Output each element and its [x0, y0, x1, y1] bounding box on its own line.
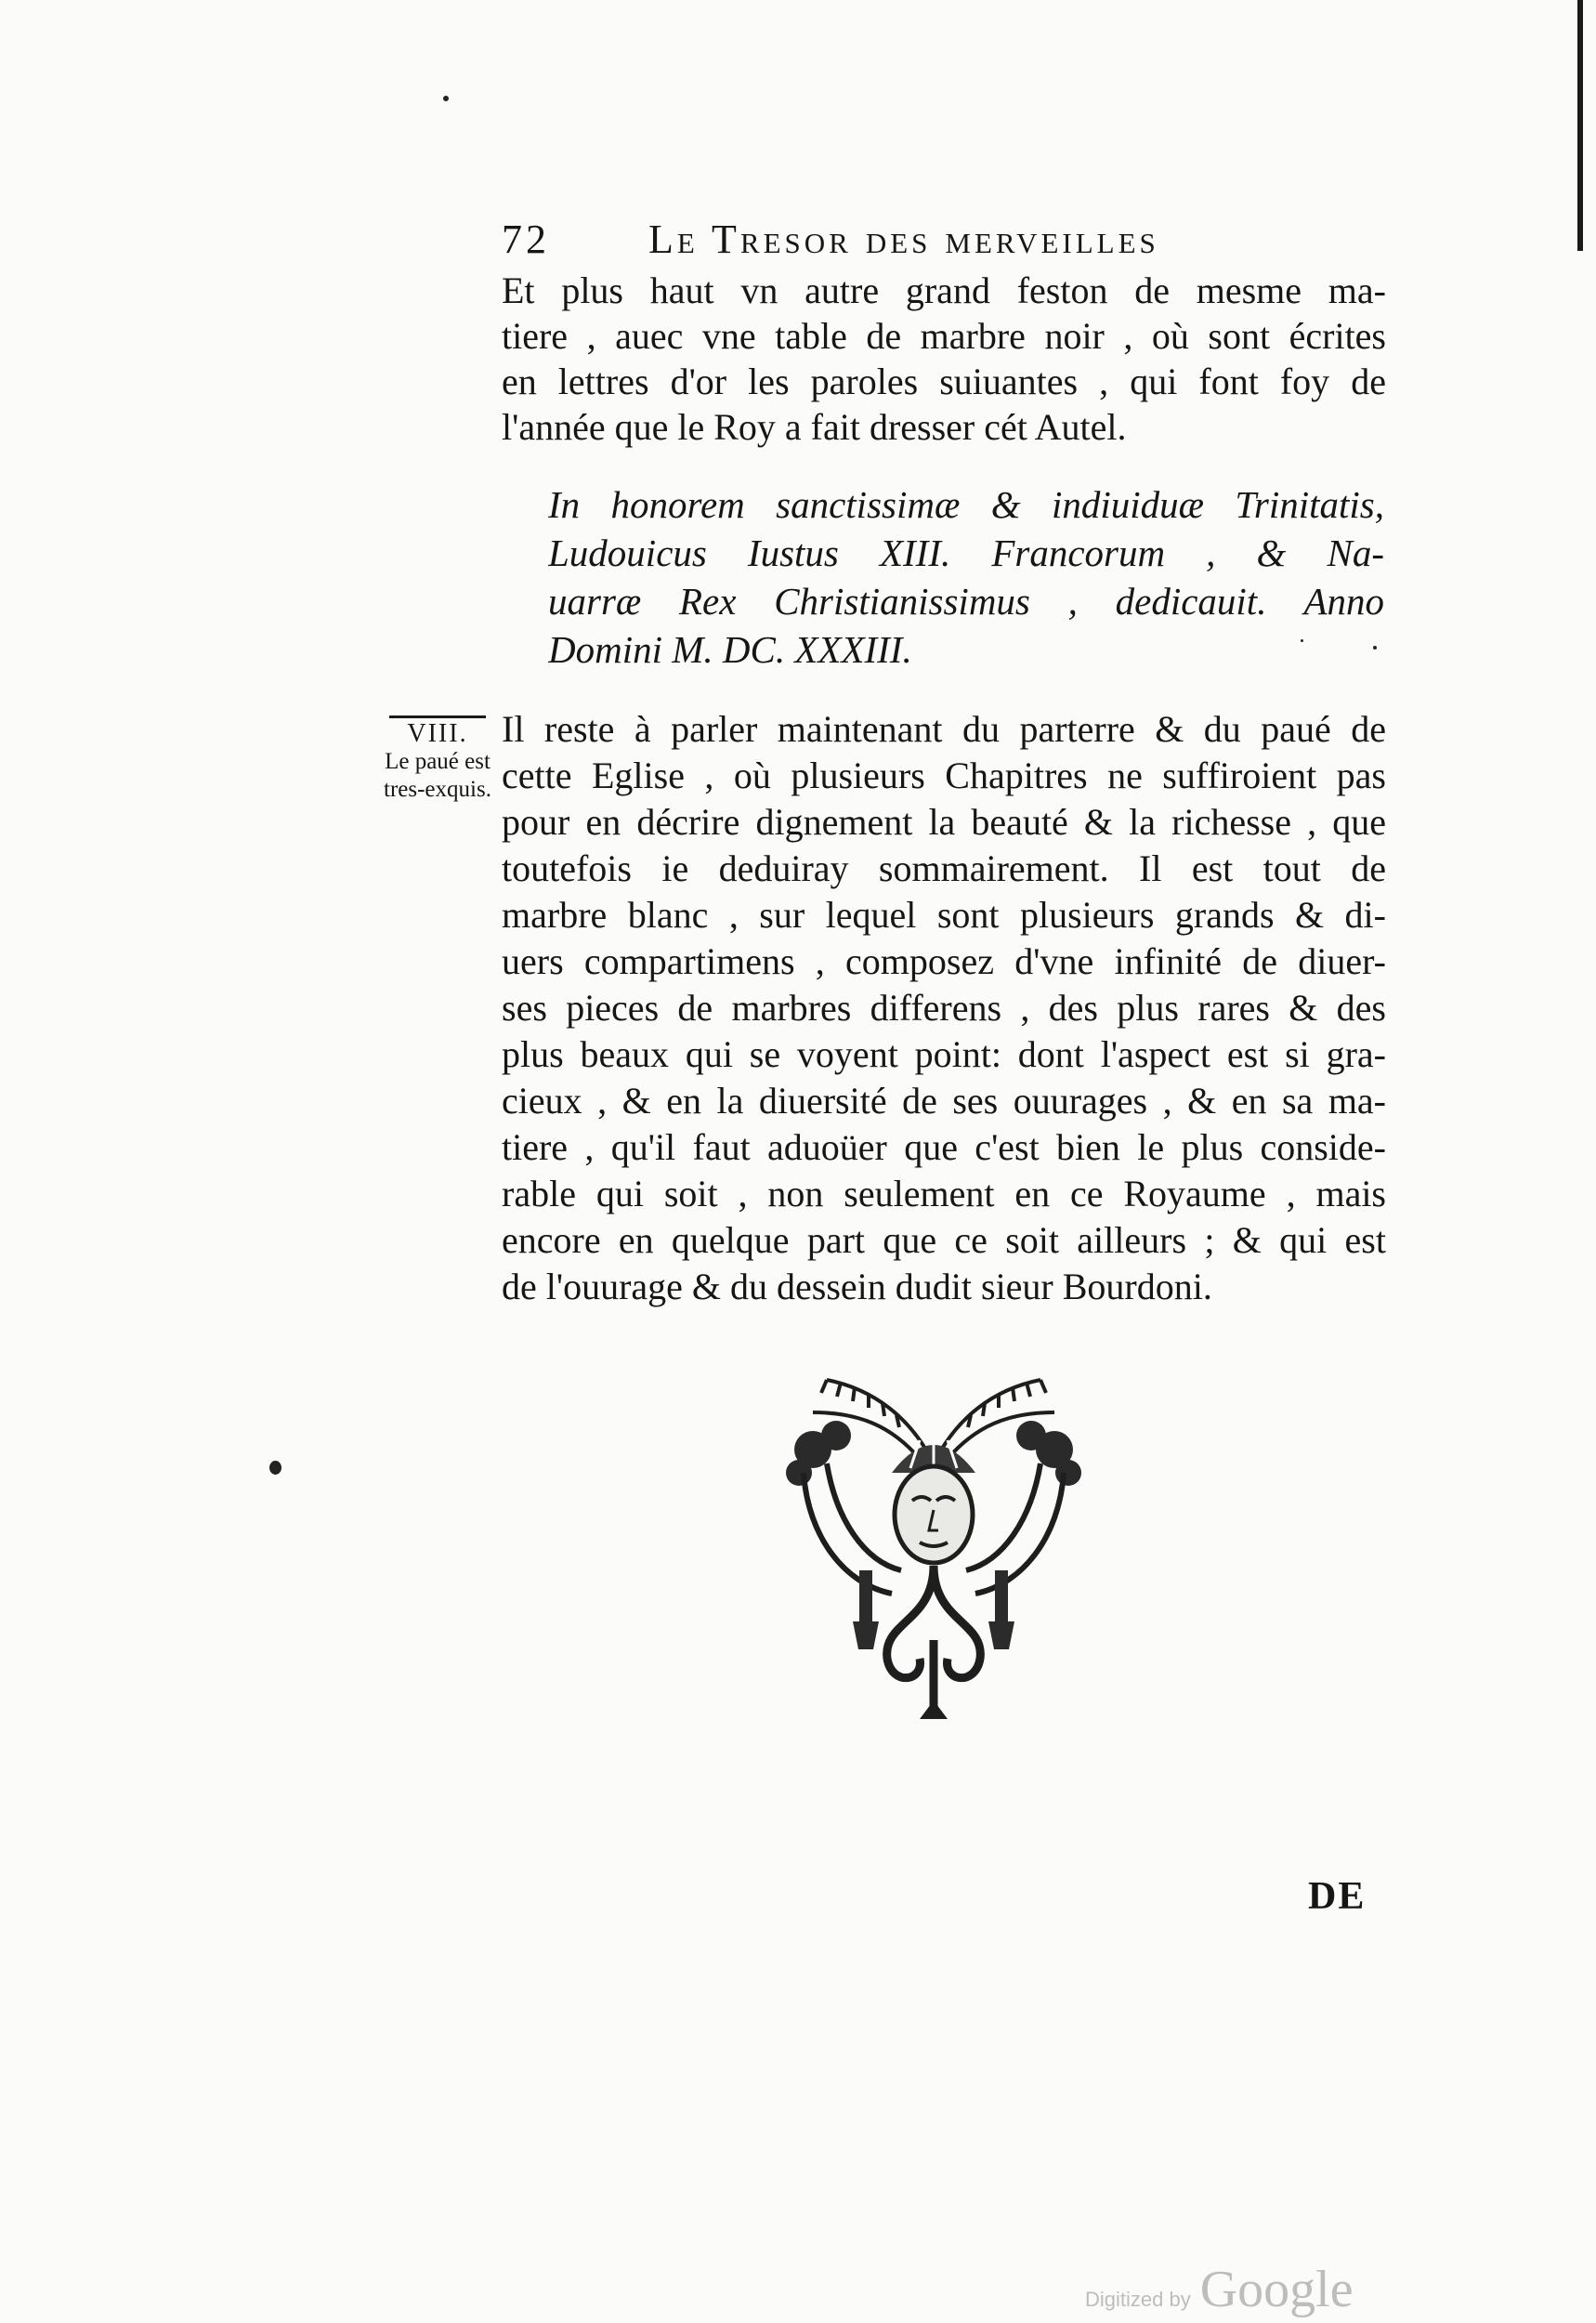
- text-line: rable qui soit , non seulement en ce Royaume , mais: [502, 1173, 1386, 1214]
- text-line: uers compartimens , composez d'vne infinité de diuer-: [502, 940, 1386, 982]
- text-line: tiere , auec vne table de marbre noir , où sont écrites: [502, 315, 1386, 357]
- text-line: plus beaux qui se voyent point: dont l'aspect est si gra-: [502, 1033, 1386, 1075]
- inscription-line: uarræ Rex Christianissimus , dedicauit. Anno: [548, 580, 1384, 623]
- margin-note-line: tres-exquis.: [384, 777, 491, 802]
- text-line: toutefois ie deduiray sommairement. Il est tout de: [502, 847, 1386, 889]
- inscription-line: In honorem sanctissimæ & indiuiduæ Trinitatis,: [548, 483, 1384, 526]
- paragraph-1: [502, 268, 1386, 450]
- running-title: Le Tresor des merveilles: [648, 217, 1159, 262]
- page-edge-shadow: [1577, 0, 1583, 251]
- ink-speck: [269, 1461, 281, 1475]
- margin-note: [375, 715, 500, 804]
- text-line: pour en décrire dignement la beauté & la richesse , que: [502, 801, 1386, 843]
- page-number: 72: [502, 217, 550, 262]
- digitized-watermark: [1085, 2260, 1419, 2316]
- section-number: VIII.: [407, 719, 468, 748]
- paragraph-2: [502, 706, 1386, 1310]
- text-line: tiere , qu'il faut aduoüer que c'est bien le plus conside-: [502, 1126, 1386, 1168]
- catchword: DE: [1308, 1875, 1367, 1918]
- text-line: en lettres d'or les paroles suiuantes , qui font foy de: [502, 361, 1386, 402]
- margin-rule: [389, 715, 486, 718]
- text-line: ses pieces de marbres differens , des plus rares & des: [502, 987, 1386, 1029]
- ink-speck: [443, 96, 449, 101]
- digitized-by-label: Digitized by: [1085, 2288, 1191, 2311]
- text-line: marbre blanc , sur lequel sont plusieurs grands & di-: [502, 894, 1386, 936]
- text-line: l'année que le Roy a fait dresser cét Autel.: [502, 406, 1127, 448]
- text-line: encore en quelque part que ce soit ailleurs ; & qui est: [502, 1219, 1386, 1261]
- text-line: de l'ouurage & du dessein dudit sieur Bourdoni.: [502, 1266, 1212, 1307]
- google-logo: Google: [1199, 2261, 1354, 2318]
- text-line: Et plus haut vn autre grand feston de mesme ma-: [502, 269, 1386, 311]
- margin-note-line: Le paué est: [385, 749, 491, 774]
- inscription-line: Ludouicus Iustus XIII. Francorum , & Na-: [548, 532, 1384, 574]
- text-line: cette Eglise , où plusieurs Chapitres ne suffiroient pas: [502, 755, 1386, 796]
- inscription-line: Domini M. DC. XXXIII.: [548, 628, 912, 671]
- text-line: Il reste à parler maintenant du parterre & du paué de: [502, 708, 1386, 750]
- text-line: cieux , & en la diuersité de ses ouurages , & en sa ma-: [502, 1080, 1386, 1122]
- running-head: [502, 216, 1375, 268]
- dedication-inscription: [548, 480, 1384, 674]
- ornament-mask-icon: [771, 1361, 1096, 1724]
